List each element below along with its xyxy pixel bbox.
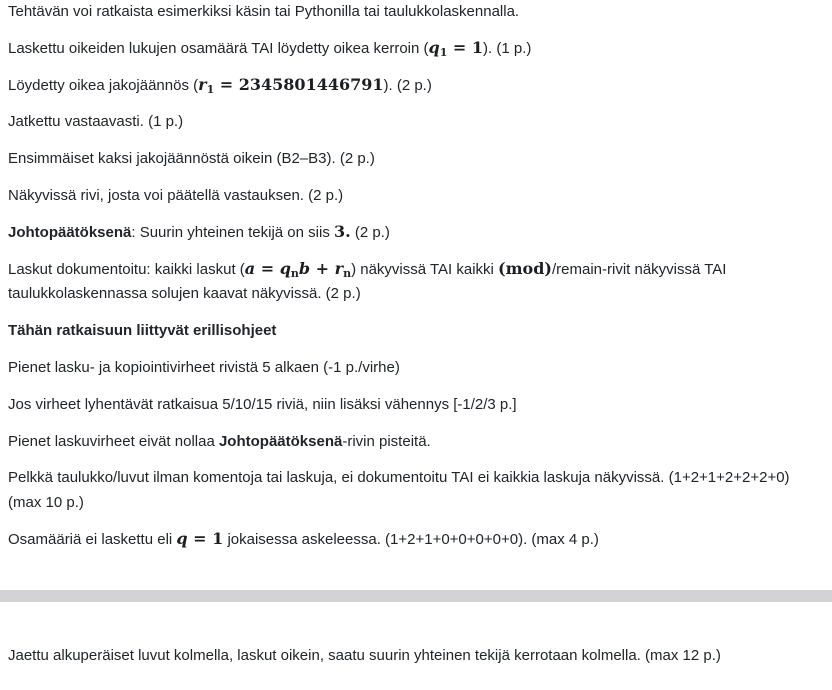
text-segment: (2 p.)	[350, 223, 390, 241]
text-segment: taulukkolaskennassa solujen kaavat näkyvissä. (2 p.)	[8, 285, 361, 303]
math-operator: +	[310, 258, 335, 278]
line-continued	[8, 110, 824, 135]
line-shortened-solution	[8, 393, 824, 418]
text-segment: Ensimmäiset kaksi jakojäännöstä oikein (B2–B3). (2 p.)	[8, 150, 375, 168]
text-segment: Löydetty oikea jakojäännös (	[8, 76, 199, 94]
text-segment: Jos virheet lyhentävät ratkaisua 5/10/15 riviä, niin lisäksi vähennys [-1/2/3 p.]	[8, 395, 517, 413]
math-variable: q	[279, 258, 291, 278]
math-subscript: 1	[439, 45, 448, 59]
text-segment: (max 10 p.)	[8, 494, 84, 512]
text-segment: ). (2 p.)	[383, 76, 432, 94]
text-segment: Jaettu alkuperäiset luvut kolmella, laskut oikein, saatu suurin yhteinen tekijä kerrotaan kolmella. (max 12 p.)	[8, 646, 721, 664]
line-first-two-remainders	[8, 147, 824, 172]
text-segment: jokaisessa askeleessa. (1+2+1+0+0+0+0+0). (max 4 p.)	[223, 530, 599, 548]
section-divider	[0, 590, 832, 602]
bold-text: Johtopäätöksenä	[218, 432, 343, 450]
math-subscript: n	[343, 266, 352, 280]
math-operator: =	[214, 74, 239, 94]
text-segment: ). (1 p.)	[483, 39, 532, 57]
text-segment: Pelkkä taulukko/luvut ilman komentoja tai laskuja, ei dokumentoitu TAI ei kaikkia laskuja näkyvissä. (1+2+1+2+2+2+0)	[8, 469, 790, 487]
line-calculations-documented	[8, 258, 824, 308]
line-table-only	[8, 466, 824, 516]
math-operator: =	[187, 528, 213, 548]
math-operator: =	[255, 258, 280, 278]
math-subscript: 1	[206, 82, 215, 96]
bold-text: Tähän ratkaisuun liittyvät erillisohjeet	[8, 322, 277, 340]
text-segment: Laskut dokumentoitu: kaikki laskut (	[8, 260, 245, 278]
math-variable: a	[244, 258, 256, 278]
line-visible-row	[8, 184, 824, 209]
line-no-quotients	[8, 528, 824, 553]
line-solution-methods	[8, 0, 824, 25]
line-quotient-point	[8, 37, 824, 62]
line-no-zeroing	[8, 430, 824, 455]
text-segment: Näkyvissä rivi, josta voi päätellä vastauksen. (2 p.)	[8, 186, 344, 204]
math-variable: r	[198, 74, 207, 94]
math-number: 1	[471, 37, 484, 57]
line-conclusion	[8, 221, 824, 246]
line-minor-errors	[8, 356, 824, 381]
text-segment: Tehtävän voi ratkaista esimerkiksi käsin tai Pythonilla tai taulukkolaskennalla.	[8, 3, 520, 20]
text-segment: Pienet lasku- ja kopiointivirheet rivistä 5 alkaen (-1 p./virhe)	[8, 358, 400, 376]
math-subscript: n	[290, 266, 299, 280]
math-variable: q	[428, 37, 440, 57]
text-segment: ) näkyvissä TAI kaikki	[351, 260, 499, 278]
math-variable: q	[176, 528, 188, 548]
math-variable: b	[298, 258, 311, 278]
bold-text: Johtopäätöksenä	[8, 223, 132, 241]
math-operator: =	[447, 37, 472, 57]
line-remainder-point	[8, 74, 824, 99]
math-number: (mod)	[498, 258, 552, 278]
text-segment: : Suurin yhteinen tekijä on siis	[131, 223, 334, 241]
math-number: 3.	[334, 221, 351, 241]
text-segment: -rivin pisteitä.	[342, 432, 431, 450]
line-divided-by-three	[8, 644, 824, 669]
text-segment: Jatkettu vastaavasti. (1 p.)	[8, 113, 184, 131]
math-number: 1	[212, 528, 224, 548]
text-segment: Laskettu oikeiden lukujen osamäärä TAI löydetty oikea kerroin (	[8, 39, 429, 57]
text-segment: Osamääriä ei laskettu eli	[8, 530, 177, 548]
text-segment: /remain-rivit näkyvissä TAI	[551, 260, 727, 278]
math-variable: r	[334, 258, 344, 278]
text-segment: Pienet laskuvirheet eivät nollaa	[8, 432, 219, 450]
math-number: 2345801446791	[238, 74, 384, 94]
heading-special-instructions	[8, 319, 824, 344]
